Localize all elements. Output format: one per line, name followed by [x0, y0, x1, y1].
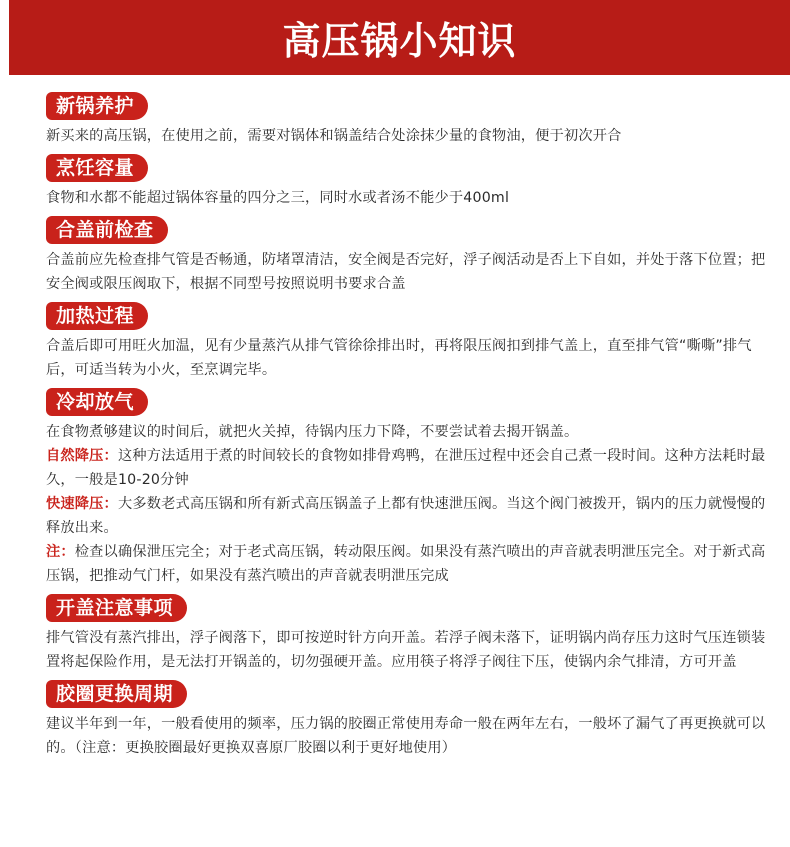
item-label: 快速降压：	[46, 496, 118, 512]
natural-release-item	[46, 444, 776, 492]
section-heating-process	[46, 302, 776, 382]
item-text: 大多数老式高压锅和所有新式高压锅盖子上都有快速泄压阀。当这个阀门被拨开，锅内的压力就慢慢的释放出来。	[46, 496, 766, 536]
item-text: 这种方法适用于煮的时间较长的食物如排骨鸡鸭，在泄压过程中还会自己煮一段时间。这种方法耗时最久，一般是10-20分钟	[46, 448, 766, 488]
item-text: 检查以确保泄压完全；对于老式高压锅，转动限压阀。如果没有蒸汽喷出的声音就表明泄压完全。对于新式高压锅，把推动气门杆，如果没有蒸汽喷出的声音就表明泄压完成	[46, 544, 766, 584]
section-cooking-capacity	[46, 154, 776, 210]
note-item	[46, 540, 776, 588]
section-opening-notes	[46, 594, 776, 674]
section-cooling-release	[46, 388, 776, 588]
page-title: 高压锅小知识	[282, 19, 517, 63]
section-badge: 冷却放气	[46, 388, 148, 416]
section-text: 新买来的高压锅，在使用之前，需要对锅体和锅盖结合处涂抹少量的食物油，便于初次开合	[46, 128, 622, 144]
section-text: 合盖后即可用旺火加温，见有少量蒸汽从排气管徐徐排出时，再将限压阀扣到排气盖上，直至排气管“嘶嘶”排气后，可适当转为小火，至烹调完毕。	[46, 338, 752, 378]
content	[46, 92, 776, 766]
section-text: 建议半年到一年，一般看使用的频率，压力锅的胶圈正常使用寿命一般在两年左右，一般坏了漏气了再更换就可以的。（注意：更换胶圈最好更换双喜原厂胶圈以利于更好地使用）	[46, 716, 766, 756]
section-badge: 合盖前检查	[46, 216, 168, 244]
section-text: 在食物煮够建议的时间后，就把火关掉，待锅内压力下降，不要尝试着去揭开锅盖。	[46, 424, 579, 440]
section-badge: 开盖注意事项	[46, 594, 187, 622]
item-label: 自然降压：	[46, 448, 118, 464]
section-badge: 加热过程	[46, 302, 148, 330]
header-banner	[9, 0, 790, 75]
section-pre-close-check	[46, 216, 776, 296]
section-badge: 胶圈更换周期	[46, 680, 187, 708]
section-text: 排气管没有蒸汽排出，浮子阀落下，即可按逆时针方向开盖。若浮子阀未落下，证明锅内尚存压力这时气压连锁装置将起保险作用，是无法打开锅盖的，切勿强硬开盖。应用筷子将浮子阀往下压，使锅内余气排清，方可开盖	[46, 630, 766, 670]
section-badge: 烹饪容量	[46, 154, 148, 182]
section-gasket-replacement	[46, 680, 776, 760]
quick-release-item	[46, 492, 776, 540]
section-text: 合盖前应先检查排气管是否畅通，防堵罩清洁，安全阀是否完好，浮子阀活动是否上下自如，并处于落下位置；把安全阀或限压阀取下，根据不同型号按照说明书要求合盖	[46, 252, 766, 292]
section-badge: 新锅养护	[46, 92, 148, 120]
item-label: 注：	[46, 544, 75, 560]
section-new-pot-care	[46, 92, 776, 148]
section-text: 食物和水都不能超过锅体容量的四分之三，同时水或者汤不能少于400ml	[46, 190, 510, 206]
